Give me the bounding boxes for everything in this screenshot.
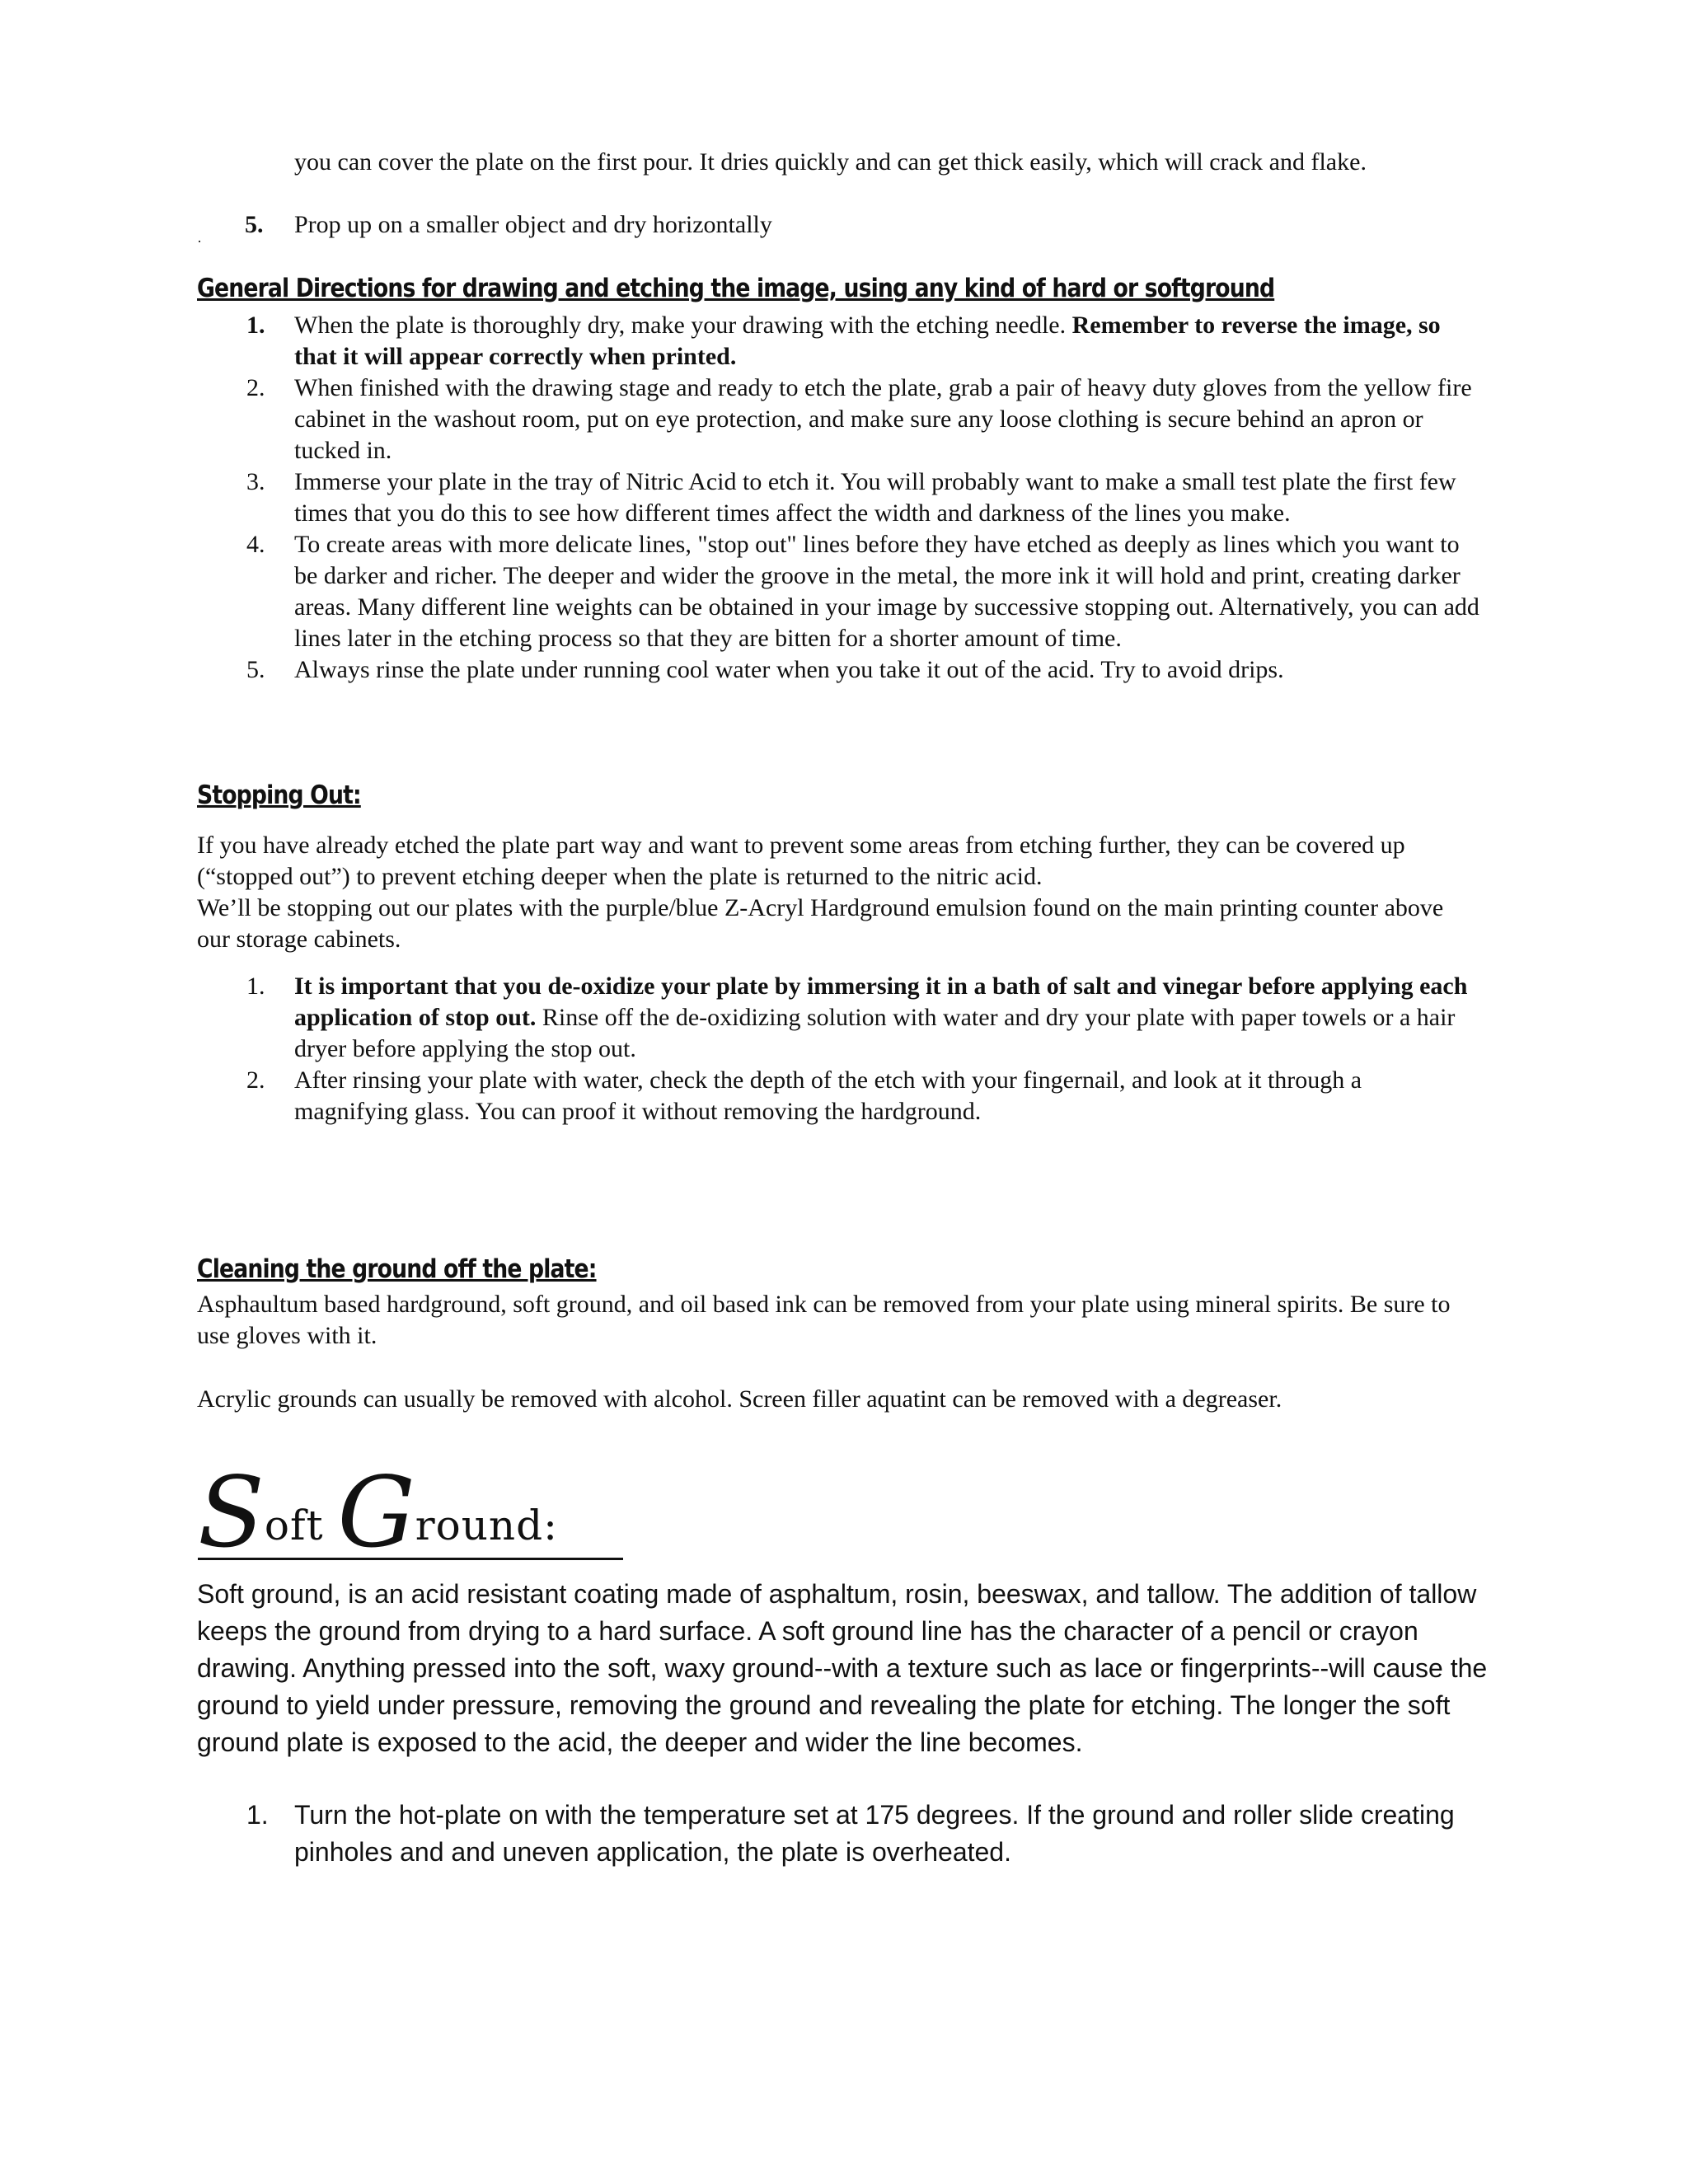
list-item-text: When the plate is thoroughly dry, make your drawing with the etching needle. <box>294 312 1072 339</box>
list-number: 1. <box>246 312 265 339</box>
list-item <box>197 529 1481 654</box>
list-number: 2. <box>246 374 265 401</box>
list-item-bold-text: It is important that you de-oxidize your plate by immersing it in a bath of salt and vinegar before applying each application of stop out. <box>294 972 1468 1031</box>
list-number: 4. <box>246 531 265 558</box>
step-5-text: Prop up on a smaller object and dry horizontally <box>294 211 772 238</box>
list-number: 1. <box>246 972 265 1000</box>
list-item <box>197 466 1481 529</box>
title-word-round: round: <box>415 1502 558 1549</box>
list-item-text: Rinse off the de-oxidizing solution with water and dry your plate with paper towels or a hair dryer before applying the stop out. <box>294 1004 1456 1062</box>
drawing-section-heading: General Directions for drawing and etching the image, using any kind of hard or softground <box>197 274 1275 303</box>
title-word-oft: oft <box>264 1502 338 1549</box>
list-item <box>197 971 1481 1065</box>
list-item <box>197 373 1481 466</box>
list-item-text: Immerse your plate in the tray of Nitric Acid to etch it. You will probably want to make a small test plate the first few times that you do this to see how different times affect the width and darkness of the lines you make. <box>294 468 1456 527</box>
stopping-out-paragraph-2: We’ll be stopping out our plates with the purple/blue Z-Acryl Hardground emulsion found on the main printing counter above our storage cabinets. <box>197 894 1444 953</box>
list-item-text: When finished with the drawing stage and ready to etch the plate, grab a pair of heavy duty gloves from the yellow fire cabinet in the washout room, put on eye protection, and make sure any loose clothing is secure behind an apron or tucked in. <box>294 374 1472 464</box>
list-item-text: To create areas with more delicate lines, "stop out" lines before they have etched as deeply as lines which you want to be darker and richer. The deeper and wider the groove in the metal, the more ink it will hold and print, creating darker areas. Many different line weights can be obtained in your image by successive stopping out. Alternatively, you can add lines later in the etching process so that they are bitten for a shorter amount of time. <box>294 531 1479 652</box>
title-initial-s: S <box>198 1455 265 1569</box>
list-item <box>197 1797 1483 1871</box>
list-number: 5. <box>246 656 265 683</box>
soft-ground-list <box>197 1797 1483 1871</box>
title-initial-g: G <box>337 1455 415 1569</box>
stopping-out-heading: Stopping Out: <box>197 780 361 810</box>
list-number: 1. <box>246 1800 269 1830</box>
continuation-text: you can cover the plate on the first pour. It dries quickly and can get thick easily, which will crack and flake. <box>294 148 1367 176</box>
list-number: 3. <box>246 468 265 495</box>
stray-mark: · <box>197 233 202 250</box>
list-item-bold-text: Remember to reverse the image, so that it will appear correctly when printed. <box>294 312 1441 370</box>
list-item-text: Turn the hot-plate on with the temperature set at 175 degrees. If the ground and roller slide creating pinholes and and uneven application, the plate is overheated. <box>294 1800 1455 1867</box>
stopping-out-list <box>197 971 1481 1127</box>
list-item <box>197 310 1481 373</box>
cleaning-heading: Cleaning the ground off the plate: <box>197 1254 597 1284</box>
soft-ground-paragraph: Soft ground, is an acid resistant coating made of asphaltum, rosin, beeswax, and tallow. The addition of tallow keeps the ground from drying to a hard surface. A soft ground line has the character of a pencil or crayon drawing. Anything pressed into the soft, waxy ground--with a texture such as lace or fingerprints--will cause the ground to yield under pressure, removing the ground and revealing the plate for etching. The longer the soft ground plate is exposed to the acid, the deeper and wider the line becomes. <box>197 1579 1488 1757</box>
list-item-text: Always rinse the plate under running cool water when you take it out of the acid. Try to avoid drips. <box>294 656 1284 683</box>
step-5-number: 5. <box>245 211 264 238</box>
list-number: 2. <box>246 1066 265 1094</box>
cleaning-paragraph-2: Acrylic grounds can usually be removed with alcohol. Screen filler aquatint can be removed with a degreaser. <box>197 1385 1282 1413</box>
cleaning-paragraph-1: Asphaultum based hardground, soft ground, and oil based ink can be removed from your plate using mineral spirits. Be sure to use gloves with it. <box>197 1291 1451 1349</box>
list-item <box>197 654 1481 686</box>
list-item-text: After rinsing your plate with water, check the depth of the etch with your fingernail, and look at it through a magnifying glass. You can proof it without removing the hardground. <box>294 1066 1362 1125</box>
list-item <box>197 1065 1481 1127</box>
stopping-out-paragraph-1: If you have already etched the plate part way and want to prevent some areas from etching further, they can be covered up (“stopped out”) to prevent etching deeper when the plate is returned to the nitric acid. <box>197 832 1405 890</box>
drawing-steps-list <box>197 310 1481 686</box>
soft-ground-title <box>198 1455 623 1569</box>
